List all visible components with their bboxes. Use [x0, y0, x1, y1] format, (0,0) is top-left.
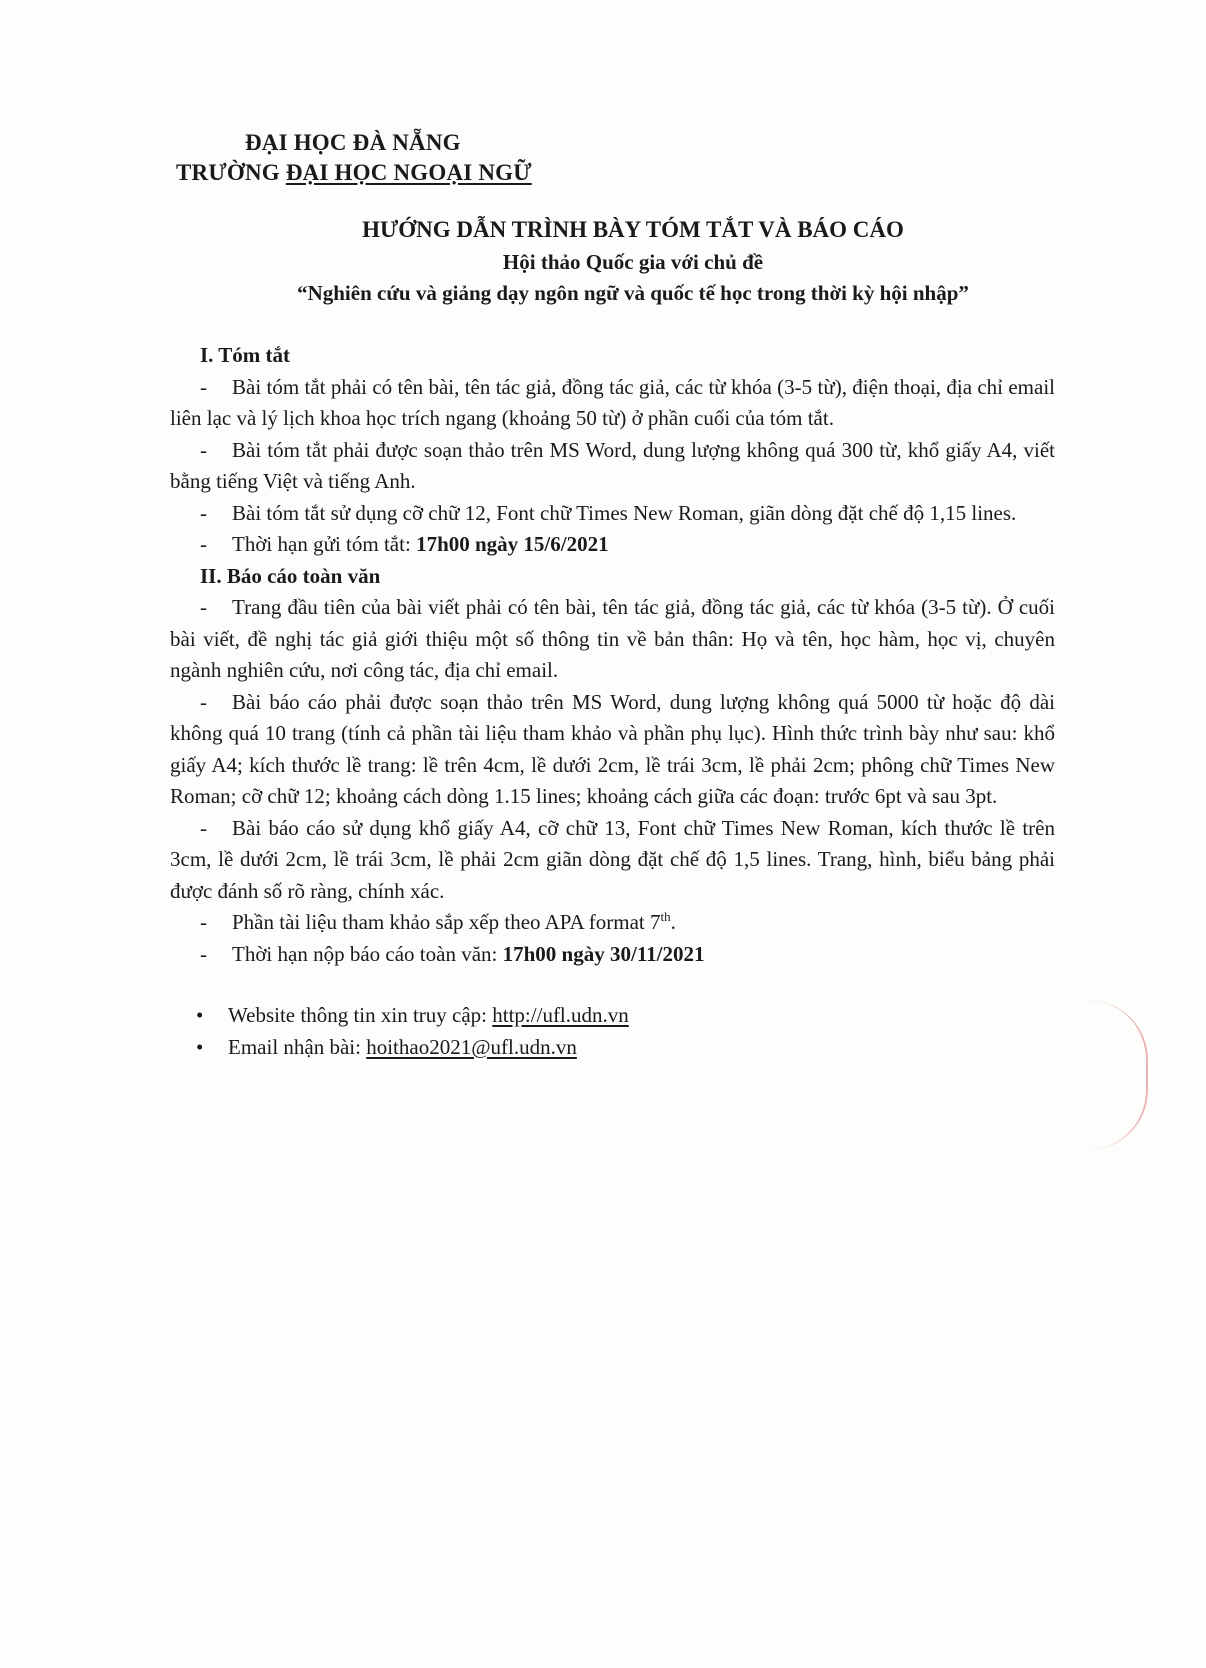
- abstract-deadline: - Thời hạn gửi tóm tắt: 17h00 ngày 15/6/2021: [170, 529, 1055, 561]
- dash-marker: -: [200, 374, 207, 399]
- fullpaper-deadline-value: 17h00 ngày 30/11/2021: [502, 941, 705, 966]
- dash-marker: -: [200, 595, 207, 619]
- dash-marker: -: [200, 437, 207, 462]
- website-item: • Website thông tin xin truy cập: http://ufl.udn.vn: [196, 1000, 1055, 1032]
- bullet-icon: •: [196, 1003, 204, 1027]
- fullpaper-apa-rule: - Phần tài liệu tham khảo sắp xếp theo APA format 7th.: [170, 907, 1055, 939]
- fullpaper-rule-1: - Trang đầu tiên của bài viết phải có tên bài, tên tác giả, đồng tác giả, các từ khóa (3-5 từ). Ở cuối bài viết, đề nghị tác giả giới thiệu một số thông tin về bản thân: Họ và tên, học hàm, học vị, chuyên ngành nghiên cứu, nơi công tác, địa chỉ email.: [170, 592, 1055, 687]
- university-name: ĐẠI HỌC ĐÀ NẴNG: [245, 130, 461, 155]
- dash-marker: -: [200, 532, 207, 556]
- abstract-rule-1: - Bài tóm tắt phải có tên bài, tên tác giả, đồng tác giả, các từ khóa (3-5 từ), điện thoại, địa chỉ email liên lạc và lý lịch khoa học trích ngang (khoảng 50 từ) ở phần cuối của tóm tắt.: [170, 372, 1055, 435]
- section-heading-fullpaper: II. Báo cáo toàn văn: [200, 563, 381, 588]
- school-prefix: TRƯỜNG: [176, 160, 280, 185]
- school-name: [176, 160, 532, 186]
- fullpaper-rule-2: - Bài báo cáo phải được soạn thảo trên MS Word, dung lượng không quá 5000 từ hoặc độ dài không quá 10 trang (tính cả phần tài liệu tham khảo và phần phụ lục). Hình thức trình bày như sau: khổ giấy A4; kích thước lề trang: lề trên 4cm, lề dưới 2cm, lề trái 3cm, lề phải 2cm; phông chữ Times New Roman; cỡ chữ 12; khoảng cách dòng 1.15 lines; khoảng cách giữa các đoạn: trước 6pt và sau 3pt.: [170, 687, 1055, 813]
- stamp-mark-icon: [1086, 1000, 1148, 1150]
- abstract-deadline-value: 17h00 ngày 15/6/2021: [416, 532, 609, 556]
- bullet-icon: •: [196, 1034, 204, 1059]
- conference-theme: “Nghiên cứu và giảng dạy ngôn ngữ và quốc tế học trong thời kỳ hội nhập”: [297, 281, 969, 305]
- dash-marker: -: [200, 500, 207, 525]
- email-item: • Email nhận bài: hoithao2021@ufl.udn.vn: [196, 1032, 1055, 1064]
- contact-links: [170, 1000, 1055, 1063]
- abstract-rule-3: - Bài tóm tắt sử dụng cỡ chữ 12, Font chữ Times New Roman, giãn dòng đặt chế độ 1,15 lines.: [170, 498, 1055, 530]
- document-title: HƯỚNG DẪN TRÌNH BÀY TÓM TẮT VÀ BÁO CÁO: [362, 217, 904, 242]
- document-body: [170, 340, 1055, 1063]
- abstract-rule-2: - Bài tóm tắt phải được soạn thảo trên MS Word, dung lượng không quá 300 từ, khổ giấy A4, viết bằng tiếng Việt và tiếng Anh.: [170, 435, 1055, 498]
- dash-marker: -: [200, 910, 207, 934]
- dash-marker: -: [200, 689, 207, 714]
- dash-marker: -: [200, 941, 207, 966]
- school-name-underlined: ĐẠI HỌC NGOẠI NGỮ: [285, 160, 532, 185]
- dash-marker: -: [200, 815, 207, 840]
- conference-subtitle: Hội thảo Quốc gia với chủ đề: [502, 250, 764, 274]
- section-heading-abstract: I. Tóm tắt: [200, 343, 291, 367]
- website-link[interactable]: http://ufl.udn.vn: [492, 1003, 629, 1027]
- fullpaper-rule-3: - Bài báo cáo sử dụng khổ giấy A4, cỡ chữ 13, Font chữ Times New Roman, kích thước lề trên 3cm, lề dưới 2cm, lề trái 3cm, lề phải 2cm giãn dòng đặt chế độ 1,5 lines. Trang, hình, biểu bảng phải được đánh số rõ ràng, chính xác.: [170, 813, 1055, 908]
- fullpaper-deadline: - Thời hạn nộp báo cáo toàn văn: 17h00 ngày 30/11/2021: [170, 939, 1055, 971]
- email-link[interactable]: hoithao2021@ufl.udn.vn: [366, 1034, 577, 1059]
